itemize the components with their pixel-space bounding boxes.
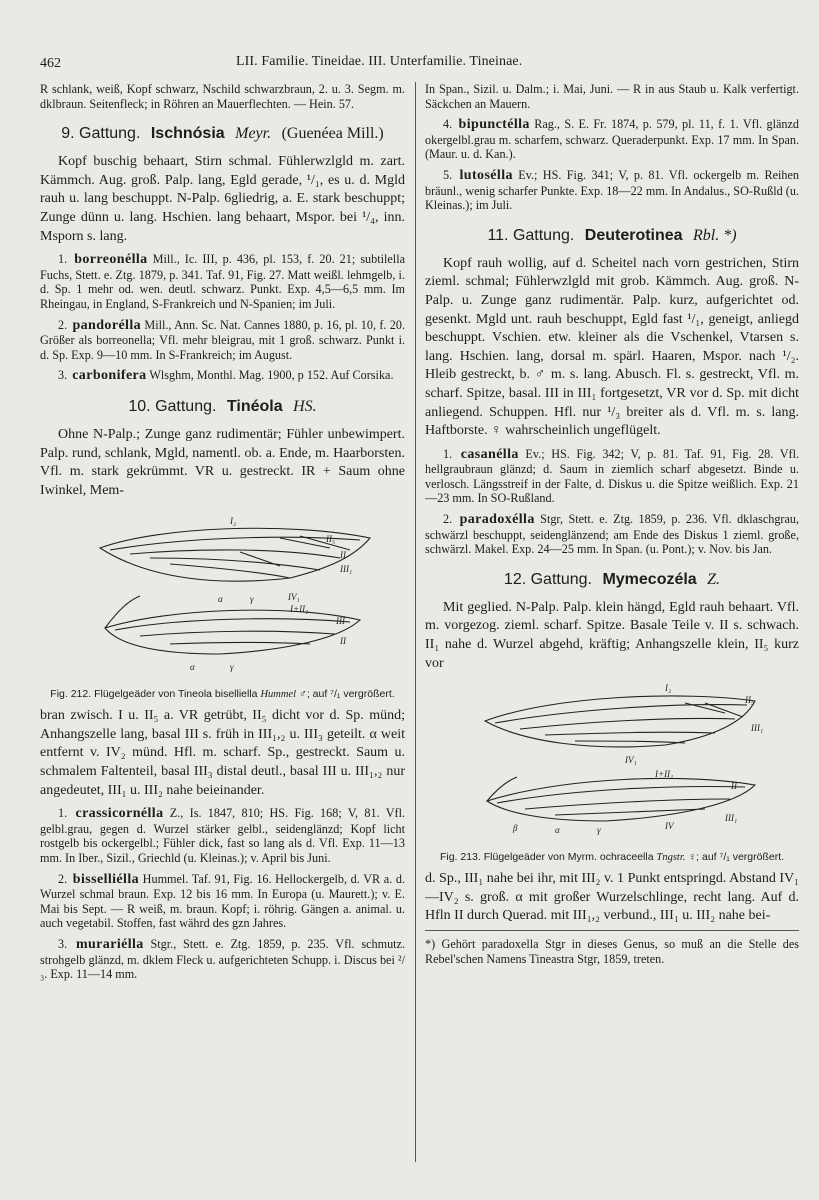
species-name: lutosélla (459, 167, 513, 183)
species-name: casanélla (460, 446, 519, 462)
genus-heading-11 (425, 227, 799, 245)
genus-description: Kopf buschig behaart, Stirn schmal. Fühlerwzlgld m. zart. Kämmch. Aug. groß. Palp. lang, Egld gerade, ¹/₁, es u. d. Mgld rauh u. lang beschuppt. N-Palp. 6gliedrig, a. E. stark beschuppt; Zunge dünn u. lang. Hschien. lang behaart, Mspor. bei ¹/₄, inn. Msporn s. lang. (40, 154, 405, 244)
species-entry: 1. borreonélla Mill., Ic. III, p. 436, pl. 153, f. 20. 21; subtilella Fuchs, Stett. e. Ztg. 1879, p. 341. Taf. 91, Fig. 27. Matt weißl. lehmgelb, i. d. Sp. 1 mehr od. wen. deutl. schwarz. Punkt. Exp. 4,5—6,5 mm. Im Rheingau, in England, S-Frankreich und N-Spanien; im Juli. (40, 252, 405, 311)
species-name: bisselliélla (72, 871, 140, 887)
page-number: 462 (40, 56, 61, 71)
genus-heading-12 (425, 571, 799, 589)
svg-text:II: II (340, 636, 346, 647)
figure-caption: Fig. 212. Flügelgeäder von Tineola biselliella Hummel ♂; auf ⁷/₁ vergrößert. (50, 688, 395, 701)
species-entry: 5. lutosélla Ev.; HS. Fig. 341; V, p. 81. Vfl. ockergelb m. Reihen bräunl., wenig scharfer Punkte. Exp. 18—22 mm. In Andalus., SO-Rußld (u. Kleinas.); im Juli. (425, 167, 799, 213)
genus-synonym: (Guenéea Mill.) (281, 125, 384, 143)
wing-venation-diagram (425, 681, 799, 851)
svg-text:III₁: III₁ (725, 813, 738, 824)
genus-author: Z. (707, 570, 721, 588)
intro-text: In Span., Sizil. u. Dalm.; i. Mai, Juni. — R in aus Staub u. Kalk verfertigt. Säckchen an Mauern. (425, 82, 799, 111)
species-name: paradoxélla (459, 512, 535, 528)
svg-text:γ: γ (250, 594, 254, 605)
svg-text:III: III (336, 616, 345, 627)
genus-label: 12. Gattung. (503, 570, 592, 588)
svg-text:I+II₁: I+II₁ (290, 604, 309, 615)
species-entry: 2. pandorélla Mill., Ann. Sc. Nat. Cannes 1880, p. 16, pl. 10, f. 20. Größer als borreonella; Vfl. mehr bleigrau, mit 1 groß. schwarz. Punkt i. d. Sp. Exp. 9—10 mm. In S-Frankreich; im August. (40, 317, 405, 362)
figure-213 (425, 681, 799, 864)
species-name: murariélla (75, 937, 144, 952)
genus-description-continued: bran zwisch. I u. II₅ a. VR getrübt, II₅ dicht vor d. Sp. münd; Anhangszelle lang, basal III s. früh in III₁,₂ u. III₃ geteilt. α weit entfernt v. IV₂ münd. Hfl. m. scharf. Sp., gestreckt. Saum u. schmalem Faltenteil, basal III₃ distal deutl., basal III u. III₁,₂ nur angedeutet, III₁ u. III₂ nahe beieinander. (40, 708, 405, 798)
genus-name: Mymecozéla (602, 570, 697, 588)
species-name: crassicornélla (75, 806, 164, 822)
genus-author: HS. (293, 397, 317, 415)
genus-description: Ohne N-Palp.; Zunge ganz rudimentär; Fühler unbewimpert. Palp. rund, schlank, Mgld, namentl. ob. a. Ende, m. Haarborsten. Vfl. m. stark gekrümmt. VR u. gestreckt. IR + Saum ohne Iwinkel, Mem- (40, 426, 405, 498)
right-column (425, 82, 799, 1182)
species-entry: 3. carbonifera Wlsghm, Monthl. Mag. 1900, p 152. Auf Corsika. (58, 368, 394, 384)
svg-text:II: II (340, 550, 346, 561)
species-entry: 3. murariélla Stgr., Stett. e. Ztg. 1859, p. 235. Vfl. schmutz. strohgelb glänzd, m. dklem Fleck u. aufgerichteten Schupp. i. Discus bei ²/₃. Exp. 11—14 mm. (40, 937, 405, 982)
figure-caption: Fig. 213. Flügelgeäder von Myrm. ochraceella Tngstr. ♀; auf ⁷/₁ vergrößert. (439, 851, 785, 864)
svg-text:α: α (190, 662, 195, 673)
genus-heading-9 (40, 125, 405, 143)
genus-description-continued: d. Sp., III₁ nahe bei ihr, mit III₂ v. 1 Punkt entspringd. Abstand IV₁—IV₂ s. groß. α mit großer Wurzelschlinge, recht lang. Auf d. Hfln II durch Querad. mit III₁,₂ verbund., III₁ u. III₂ nahe bei- (425, 871, 799, 924)
genus-label: 11. Gattung. (487, 226, 575, 244)
species-entry: 2. bisselliélla Hummel. Taf. 91, Fig. 16. Hellockergelb, d. VR a. d. Wurzel schmal braun. Exp. 12 bis 16 mm. In Europa (u. Maurett.); v. E. Mai bis Sept. — R weiß, m. braun. Kopf; i. röhrig. Gängen a. animal. u. auch vegetabil. Stoffen, fast währd des gzn Jahres. (40, 871, 405, 931)
svg-text:I₂: I₂ (665, 683, 672, 694)
genus-name: Ischnósia (150, 125, 225, 143)
species-entry: 4. bipunctélla Rag., S. E. Fr. 1874, p. 579, pl. 11, f. 1. Vfl. glänzd okergelbl.grau m. scharfem, schwarz. Queraderpunkt. Exp. 17 mm. In Span. (Maur. u. d. Kan.). (425, 117, 799, 162)
svg-text:β: β (513, 823, 518, 834)
genus-author: Meyr. (235, 125, 272, 143)
species-entry: 1. casanélla Ev.; HS. Fig. 342; V, p. 81. Taf. 91, Fig. 28. Vfl. hellgraubraun glänzd; d. Saum in ziemlich scharf abgesetzt. Binde u. verlosch. Längsstreif in der Falte, d. Diskus u. die Spitze weißlich. Exp. 21—23 mm. In SO-Rußland. (425, 446, 799, 506)
svg-text:α: α (218, 594, 223, 605)
svg-text:III₁: III₁ (340, 564, 353, 575)
footnote: *) Gehört paradoxella Stgr in dieses Genus, so muß an die Stelle des Rebel'schen Namens Tineastra Stgr, 1859, treten. (425, 930, 799, 966)
page-header (0, 54, 819, 76)
svg-text:γ: γ (597, 825, 601, 836)
genus-name: Deuterotinea (584, 226, 683, 244)
species-entry: 2. paradoxélla Stgr, Stett. e. Ztg. 1859, p. 236. Vfl. dklaschgrau, schwärzl beschuppt, seidenglänzend; am Ende des Diskus 1 zieml. große, schwärzl. Makel. Exp. 24—25 mm. In Span. (u. Pont.); v. Nov. bis Jan. (425, 512, 799, 557)
genus-label: 9. Gattung. (61, 125, 141, 143)
genus-label: 10. Gattung. (128, 397, 217, 415)
svg-text:II: II (731, 781, 737, 792)
svg-text:α: α (555, 825, 560, 836)
svg-text:I₂: I₂ (230, 516, 237, 527)
genus-name: Tinéola (226, 397, 283, 415)
species-name: borreonélla (74, 252, 148, 268)
svg-text:γ: γ (230, 662, 234, 673)
svg-text:I+II₁: I+II₁ (655, 769, 674, 780)
intro-text: R schlank, weiß, Kopf schwarz, Nschild schwarzbraun, 2. u. 3. Segm. m. dklbraun. Seitenfleck; in Röhren an Mauerflechten. — Hein. 57. (40, 82, 405, 111)
genus-description: Kopf rauh wollig, auf d. Scheitel nach vorn gestrichen, Stirn zieml. schmal; Fühlerwzlgld mit grob. Kämmch. Aug. groß. N-Palp. u. Zunge ganz rudimentär. Palp. kurz, aufgerichtet od. gesenkt. Mgld unt. rauh beschuppt, Egld fast ¹/₁, geneigt, anliegd beschuppt. Vschien. etw. kleiner als die Vschenkel, Vtarsen s. lang. Hschien. lang, dorsal m. spärl. Haaren, Mspor. nach ¹/₂. Hleib gestreckt, b. ♂ m. s. lang. Abusch. Fl. s. gestreckt, Vfl. m. scharf. Spitze, basal. III in III₁ fortgesetzt, VR vor d. Sp. mit dicht anliegend. Schuppen. Hfl. nur ¹/₃ breiter als d. Vfl. m. s. lang. Haftborste. ♀ wahrscheinlich ungeflügelt. (425, 255, 799, 439)
column-divider (415, 82, 416, 1162)
svg-text:III₁: III₁ (751, 723, 764, 734)
svg-text:IV₁: IV₁ (625, 755, 637, 766)
svg-text:IV: IV (665, 821, 674, 832)
svg-text:IV₁: IV₁ (288, 592, 300, 603)
species-entry: 1. crassicornélla Z., Is. 1847, 810; HS. Fig. 168; V, 81. Vfl. gelbl.grau, gegen d. Wurzel stärker gelbl., seidenglänzd; Kopf licht rostgelb bis ockergelbl.; Fühler dick, fast so lang als d. Vfl. Exp. 11—13 mm. In Iber., Sizil., Griechld (u. Kleinas.); v. April bis Juni. (40, 806, 405, 866)
species-name: pandorélla (72, 317, 142, 333)
svg-text:II₅: II₅ (745, 695, 755, 706)
left-column (40, 82, 405, 1182)
species-name: bipunctélla (458, 117, 530, 133)
svg-text:II₅: II₅ (326, 534, 336, 545)
running-head: LII. Familie. Tineidae. III. Unterfamilie. Tineinae. (236, 54, 523, 69)
genus-author: Rbl. *) (693, 226, 737, 244)
wing-venation-diagram (40, 508, 405, 688)
species-name: carbonifera (72, 368, 147, 384)
genus-description: Mit geglied. N-Palp. Palp. klein hängd, Egld rauh behaart. Vfl. m. vorgezog. zieml. scharf. Spitze. Basale Teile v. II s. schwach. II₁ nahe d. Wurzel abgehd, kräftig; Anhangszelle klein, II₅ kurz vor (425, 599, 799, 671)
figure-212 (40, 508, 405, 701)
genus-heading-10 (40, 398, 405, 416)
